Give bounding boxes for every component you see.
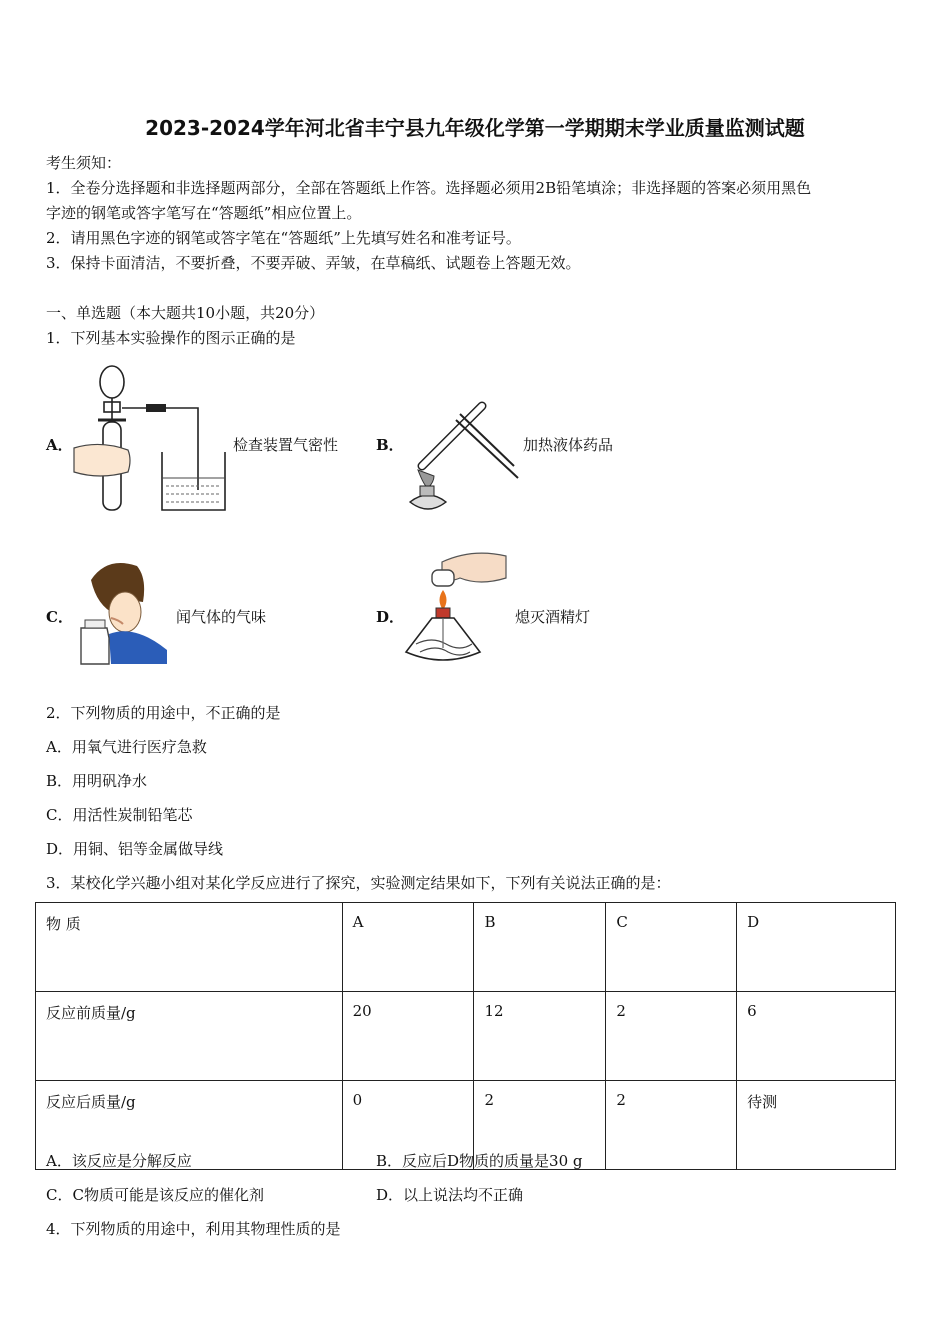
table-cell: 反应后质量/g bbox=[36, 1081, 343, 1170]
notice-line-1: 1．全卷分选择题和非选择题两部分，全部在答题纸上作答。选择题必须用2B铅笔填涂；非选择题的答案必须用黑色 bbox=[46, 179, 812, 197]
extinguishing-lamp-illustration bbox=[402, 548, 510, 670]
table-cell: 2 bbox=[606, 1081, 737, 1170]
q1-option-d-caption: 熄灭酒精灯 bbox=[515, 608, 591, 626]
airtightness-check-illustration bbox=[70, 360, 230, 520]
table-cell: D bbox=[737, 903, 896, 992]
notice-heading: 考生须知： bbox=[46, 154, 122, 172]
q1-option-a-letter: A． bbox=[46, 436, 73, 454]
q4-stem: 4．下列物质的用途中，利用其物理性质的是 bbox=[46, 1220, 341, 1238]
q2-option-c: C．用活性炭制铅笔芯 bbox=[46, 806, 193, 824]
q2-option-d: D．用铜、铝等金属做导线 bbox=[46, 840, 224, 858]
q3-data-table bbox=[35, 902, 896, 1170]
q3-stem: 3．某校化学兴趣小组对某化学反应进行了探究，实验测定结果如下，下列有关说法正确的是： bbox=[46, 874, 671, 892]
notice-line-4: 3．保持卡面清洁，不要折叠，不要弄破、弄皱，在草稿纸、试题卷上答题无效。 bbox=[46, 254, 581, 272]
smelling-gas-illustration bbox=[75, 558, 170, 666]
table-cell: 12 bbox=[474, 992, 606, 1081]
q1-option-c-caption: 闻气体的气味 bbox=[176, 608, 267, 626]
q3-option-c: C．C物质可能是该反应的催化剂 bbox=[46, 1186, 264, 1204]
table-cell: 反应前质量/g bbox=[36, 992, 343, 1081]
table-cell: C bbox=[606, 903, 737, 992]
table-cell: B bbox=[474, 903, 606, 992]
q2-stem: 2．下列物质的用途中，不正确的是 bbox=[46, 704, 281, 722]
q1-option-b-letter: B． bbox=[376, 436, 404, 454]
table-cell: A bbox=[342, 903, 474, 992]
heating-liquid-illustration bbox=[400, 398, 525, 520]
q3-option-d: D．以上说法均不正确 bbox=[376, 1186, 524, 1204]
q1-option-d-letter: D． bbox=[376, 608, 405, 626]
q3-option-a: A．该反应是分解反应 bbox=[46, 1152, 192, 1170]
table-cell: 2 bbox=[474, 1081, 606, 1170]
q2-option-a: A．用氧气进行医疗急救 bbox=[46, 738, 207, 756]
q1-option-a-caption: 检查装置气密性 bbox=[233, 436, 339, 454]
q3-option-b: B．反应后D物质的质量是30 g bbox=[376, 1152, 583, 1170]
table-cell: 待测 bbox=[737, 1081, 896, 1170]
page-title: 2023-2024学年河北省丰宁县九年级化学第一学期期末学业质量监测试题 bbox=[145, 116, 805, 140]
q1-option-b-caption: 加热液体药品 bbox=[523, 436, 614, 454]
table-cell: 20 bbox=[342, 992, 474, 1081]
table-row bbox=[36, 903, 896, 992]
q1-option-c-letter: C． bbox=[46, 608, 73, 626]
table-row bbox=[36, 992, 896, 1081]
q2-option-b: B．用明矾净水 bbox=[46, 772, 148, 790]
notice-line-2: 字迹的钢笔或答字笔写在“答题纸”相应位置上。 bbox=[46, 204, 362, 222]
notice-line-3: 2．请用黑色字迹的钢笔或答字笔在“答题纸”上先填写姓名和准考证号。 bbox=[46, 229, 521, 247]
q1-stem: 1．下列基本实验操作的图示正确的是 bbox=[46, 329, 296, 347]
table-cell: 物 质 bbox=[36, 903, 343, 992]
table-cell: 6 bbox=[737, 992, 896, 1081]
table-cell: 0 bbox=[342, 1081, 474, 1170]
section-heading: 一、单选题（本大题共10小题，共20分） bbox=[46, 304, 325, 322]
table-cell: 2 bbox=[606, 992, 737, 1081]
